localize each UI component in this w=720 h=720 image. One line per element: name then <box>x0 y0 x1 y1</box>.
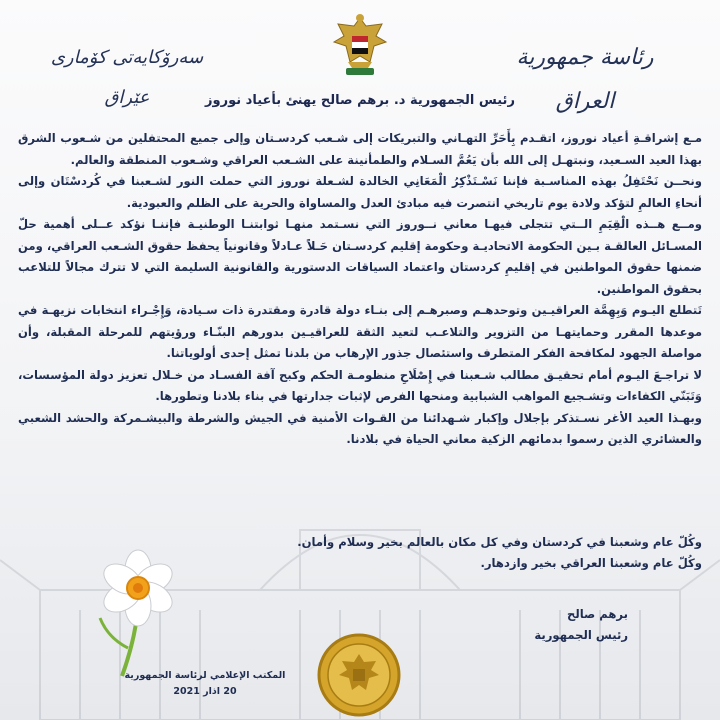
signatory-role: رئيس الجمهورية <box>534 628 628 642</box>
paragraph: تَتطلع اليـوم وَبِهِمَّة العراقيـين وتوحدهـم وصبرهـم إلى بنـاء دولة قادرة ومقتدرة ذات سـيادة، وَإِجْـراء انتخابات نزيهـة في موعدها المقرر وحمايتهـا من التزوير والتلاعـب لتعيد الثقة للعراقيـين بدورهم البنّـاء ورؤيتهم للمرحلة المقبلة، وأن مواصلة الجهود لمكافحة الفكر المتطرف واستئصال جذور الإرهاب من بلدنا تمثل إحدى أولوياتنا. <box>18 303 702 360</box>
presidency-seal-icon <box>316 632 402 718</box>
signature-block <box>534 604 628 646</box>
paragraph: مـع إشراقـةِ أعياد نوروز، اتقـدم بِأَحَرِّ التهـاني والتبريكات إلى شـعب كردسـتان وإلى جميع المحتفلين من شـعوب الشرق بهذا العيد السـعيد، ونبتهـل إلى الله بأن يَعُمَّ السـلام والطمأنينة على الشـعب العراقي وشـعوب المنطقة والعالم. <box>18 131 702 167</box>
footer-block <box>120 668 290 700</box>
media-office-label: المكتب الإعلامي لرئاسة الجمهورية <box>124 670 286 681</box>
greeting-line: وكُلّ عام وشعبنا العراقي بخير وازدهار. <box>480 556 702 570</box>
arabic-header-calligraphy: رئاسة جمهورية العراق <box>516 45 654 114</box>
signatory-name: برهم صالح <box>567 607 628 621</box>
iraq-emblem-icon <box>330 12 390 84</box>
narcissus-flower-icon <box>88 548 188 678</box>
statement-body <box>18 128 702 451</box>
paragraph: وبهـذا العيد الأغر نسـتذكر بإجلال وإكبار شـهدائنا من القـوات الأمنية في الجيش والشرطة والبيشـمركة والحشد الشعبي والعشائري الذين رسموا بدمائهم الزكية معاني الحياة في بلادنا. <box>18 410 702 446</box>
paragraph: لا تراجـعَ اليـوم أمام تحقيـق مطالب شـعبنا في إِصْلَاحِ منظومـة الحكم وكبح آفة الفسـاد من خـلال تعزيز دولة المؤسسات، وَتَبَنّي الكفاءات وتشـجيع المواهب الشبابية ومنحها الفرص لإثبات جدارتها في بناء بلادنا وتطورها. <box>18 367 702 403</box>
paragraph: ومــع هــذه الْقِيَمِ الــتي تتجلى فيهـا معاني نــوروز التي نسـتمد منهـا ثوابتنـا الوطنيـة فإننـا نؤكد عــلى أهمية حلّ المسـائل العالقـة بـين الحكومة الاتحاديـة وحكومة إقليم كردسـتان حَـلاً عـادلاً وقانونياً يحفظ حقوق الشـعب العراقي، ومن ضمنها حقوق المواطنين في إقليمِ كردستان واعتماد السياقات الدستورية والقانونية السليمة التي لا تترك مجالاً للتلاعب بحقوق المواطنين. <box>18 217 702 296</box>
greetings-block <box>297 532 702 574</box>
paragraph: ونحــن نَحْتَفِلُ بهذه المناسـبة فإننا نَسْـتَذْكِرُ الْمَعَانِي الخالدة لشـعلة نوروز التي حملت النور لشـعبنا في كُردسْتَان وإلى أنحاءِ العالمِ لتؤكد ولادة يوم تاريخي انتصرت فيه مبادئ العدل والمساواة والحرية على الظلم والعبودية. <box>18 174 702 210</box>
greeting-line: وكُلّ عام وشعبنا في كردستان وفي كل مكان بالعالم بخير وسلام وأمان. <box>297 535 702 549</box>
statement-title: رئيس الجمهورية د. برهم صالح يهنئ بأعياد نوروز <box>205 93 515 108</box>
statement-date: 20 اذار 2021 <box>173 686 237 697</box>
kurdish-header-calligraphy: سەرۆکایەتی کۆماری عێراق <box>50 47 204 108</box>
